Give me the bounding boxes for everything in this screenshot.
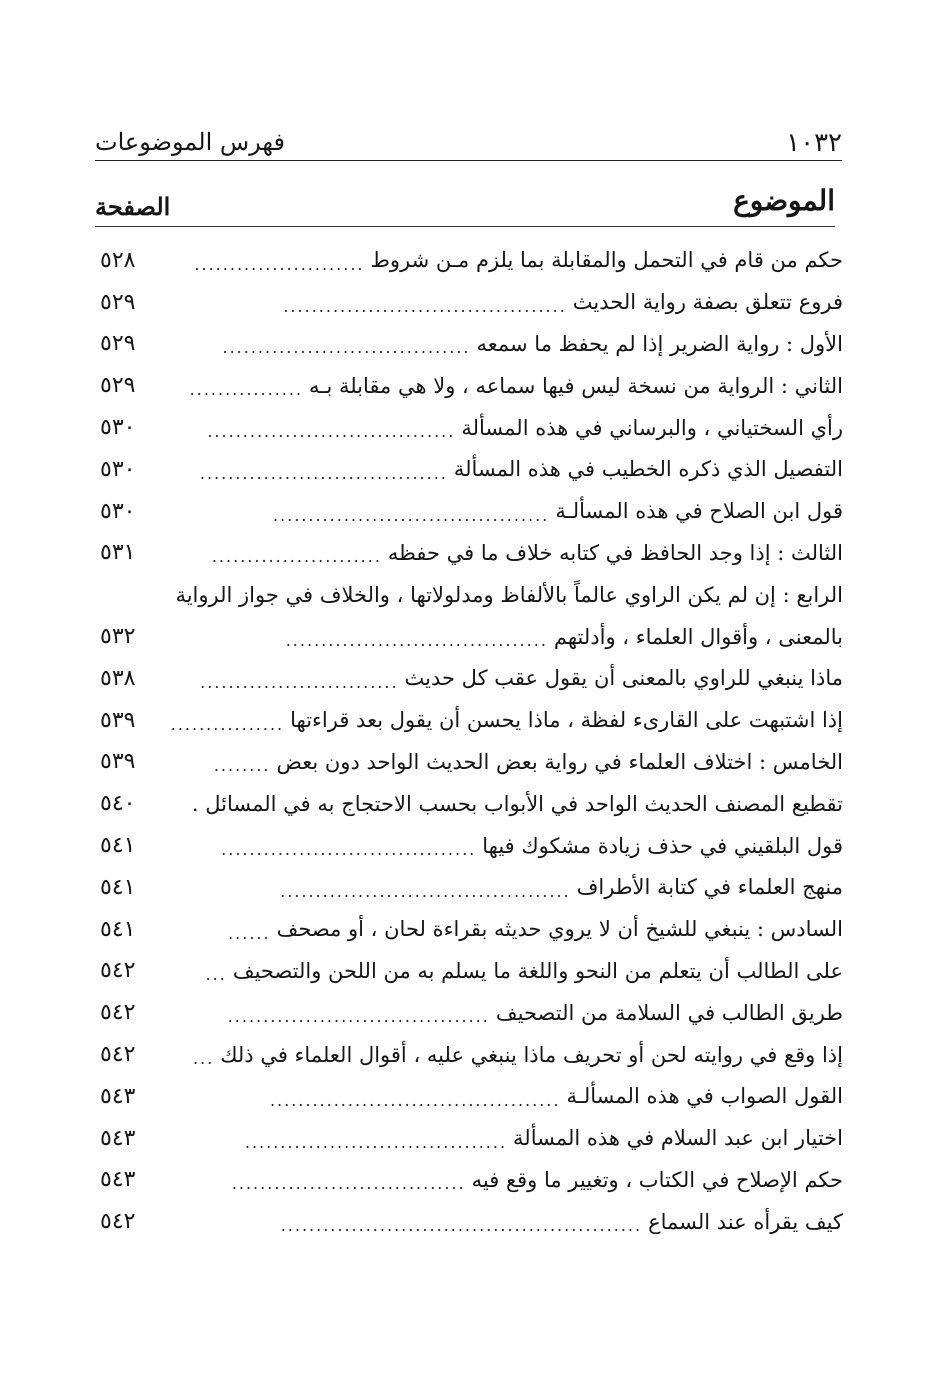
toc-entry [100, 533, 843, 575]
toc-leader-dots [162, 816, 186, 825]
toc-entry-title: ماذا ينبغي للراوي بالمعنى أن يقول عقب كل حديث [404, 666, 843, 691]
toc-entry [100, 1118, 843, 1160]
toc-entry-page: ٥٢٩ [100, 373, 136, 399]
toc-leader-dots: ........................................ [283, 298, 567, 316]
toc-leader-dots: ................................... [207, 423, 456, 441]
toc-leader-dots: ..................................... [227, 1009, 490, 1027]
page-header [95, 128, 842, 161]
toc-entry-title: الرابع : إن لم يكن الراوي عالماً بالألفاظ ومدلولاتها ، والخلاف في جواز الرواية [175, 582, 843, 607]
toc-entry-title: حكم الإصلاح في الكتاب ، وتغيير ما وقع فيه [471, 1167, 843, 1192]
toc-leader-dots: ................ [189, 382, 304, 400]
toc-leader-dots: ................ [170, 716, 285, 734]
toc-entry-title: إذا وقع في روايته لحن أو تحريف ماذا ينبغي عليه ، أقوال العلماء في ذلك [220, 1042, 843, 1067]
toc-leader-dots: ... [192, 1050, 215, 1068]
toc-entry-page: ٥٤١ [100, 874, 136, 900]
toc-entry [100, 616, 843, 658]
table-of-contents [100, 240, 843, 1243]
toc-entry [100, 1034, 843, 1076]
toc-entry [100, 658, 843, 700]
toc-entry [100, 909, 843, 951]
toc-entry-title: القول الصواب في هذه المسألـة [566, 1084, 843, 1109]
toc-leader-dots: ................................... [199, 465, 448, 483]
toc-entry [100, 491, 843, 533]
toc-leader-dots: ............................ [200, 674, 399, 692]
toc-entry-title: قول البلقيني في حذف زيادة مشكوك فيها [482, 833, 843, 858]
toc-entry-page: ٥٣٢ [100, 624, 136, 650]
toc-leader-dots: ........ [213, 758, 271, 776]
toc-leader-dots: ..................................... [244, 1134, 508, 1152]
toc-leader-dots: ......................................... [280, 883, 571, 901]
toc-entry [100, 992, 843, 1034]
toc-entry-title: كيف يقرأه عند السماع [648, 1209, 843, 1234]
toc-leader-dots: .................................... [221, 841, 477, 859]
toc-entry-title: إذا اشتبهت على القارىء لفظة ، ماذا يحسن أن يقول بعد قراءتها [290, 708, 843, 733]
column-headings [95, 186, 835, 227]
toc-entry-page: ٥٤٢ [100, 958, 136, 984]
toc-leader-dots: ........................ [194, 256, 365, 274]
toc-entry-page: ٥٤٣ [100, 1083, 136, 1109]
toc-entry-page: ٥٣٠ [100, 415, 136, 441]
page-column-heading: الصفحة [95, 192, 171, 221]
toc-entry [100, 783, 843, 825]
page-number: ١٠٣٢ [786, 128, 842, 158]
toc-entry-title: طريق الطالب في السلامة من التصحيف [495, 1000, 843, 1025]
toc-entry [100, 449, 843, 491]
toc-entry [100, 365, 843, 407]
toc-entry [100, 700, 843, 742]
toc-entry-title: اختيار ابن عبد السلام في هذه المسألة [513, 1126, 843, 1151]
toc-entry-title: حكم من قام في التحمل والمقابلة بما يلزم مـن شروط [370, 248, 843, 273]
toc-entry-title: السادس : ينبغي للشيخ أن لا يروي حديثه بقراءة لحان ، أو مصحف [276, 917, 843, 942]
toc-entry [100, 867, 843, 909]
toc-entry [100, 282, 843, 324]
toc-entry [100, 1201, 843, 1243]
running-title: فهرس الموضوعات [95, 128, 285, 156]
toc-entry-page: ٥٢٩ [100, 331, 136, 357]
toc-entry-page: ٥٣١ [100, 540, 136, 566]
topic-column-heading: الموضوع [733, 184, 835, 217]
toc-entry-page: ٥٣٩ [100, 749, 136, 775]
toc-entry-page: ٥٤٢ [100, 1209, 136, 1235]
toc-entry [100, 742, 843, 784]
toc-entry-title: الثالث : إذا وجد الحافظ في كتابه خلاف ما في حفظه [387, 540, 843, 565]
toc-entry-page: ٥٤٠ [100, 791, 136, 817]
toc-entry [100, 574, 843, 616]
toc-entry-title: الأول : رواية الضرير إذا لم يحفظ ما سمعه [476, 331, 843, 356]
toc-entry-page: ٥٤١ [100, 833, 136, 859]
toc-entry-title: منهج العلماء في كتابة الأطراف [576, 875, 843, 900]
toc-entry-page: ٥٣٠ [100, 498, 136, 524]
toc-entry [100, 1160, 843, 1202]
toc-entry-title: قول ابن الصلاح في هذه المسألـة [555, 499, 843, 524]
toc-entry-page: ٥٣٨ [100, 665, 136, 691]
toc-leader-dots: ....................................... [272, 507, 550, 525]
toc-entry [100, 407, 843, 449]
toc-entry-page: ٥٤٣ [100, 1167, 136, 1193]
toc-entry-page: ٥٢٩ [100, 289, 136, 315]
toc-entry-title: تقطيع المصنف الحديث الواحد في الأبواب بحسب الاحتجاج به في المسائل . [191, 791, 843, 816]
toc-entry [100, 825, 843, 867]
toc-leader-dots [162, 607, 169, 616]
toc-entry [100, 1076, 843, 1118]
toc-leader-dots: ................................... [222, 340, 471, 358]
toc-leader-dots: ........................ [211, 549, 382, 567]
toc-entry-page: ٥٢٨ [100, 247, 136, 273]
toc-entry-title: الخامس : اختلاف العلماء في رواية بعض الحديث الواحد دون بعض [276, 749, 843, 774]
toc-leader-dots: ..................................... [285, 632, 548, 650]
toc-entry-title: على الطالب أن يتعلم من النحو واللغة ما يسلم به من اللحن والتصحيف [232, 958, 843, 983]
toc-entry-title: رأي السختياني ، والبرساني في هذه المسألة [461, 415, 843, 440]
toc-leader-dots: ................................. [231, 1176, 466, 1194]
toc-leader-dots: ... [205, 967, 227, 985]
toc-entry-page: ٥٤٣ [100, 1125, 136, 1151]
toc-entry [100, 951, 843, 993]
toc-entry-page: ٥٤٢ [100, 1042, 136, 1068]
toc-entry-title: فروع تتعلق بصفة رواية الحديث [572, 290, 843, 315]
toc-entry-title: التفصيل الذي ذكره الخطيب في هذه المسألة [453, 457, 843, 482]
toc-entry [100, 240, 843, 282]
toc-entry-page: ٥٣٩ [100, 707, 136, 733]
toc-entry-page: ٥٣٠ [100, 456, 136, 482]
toc-entry-page: ٥٤٢ [100, 1000, 136, 1026]
toc-entry-title: الثاني : الرواية من نسخة ليس فيها سماعه ، ولا هي مقابلة بـه [309, 373, 843, 398]
toc-entry-page: ٥٤١ [100, 916, 136, 942]
toc-leader-dots: ................................................... [280, 1218, 643, 1236]
toc-leader-dots: ......................................... [269, 1092, 561, 1110]
toc-leader-dots: ...... [228, 925, 271, 943]
toc-entry-title: بالمعنى ، وأقوال العلماء ، وأدلتهم [553, 624, 843, 649]
toc-entry [100, 324, 843, 366]
